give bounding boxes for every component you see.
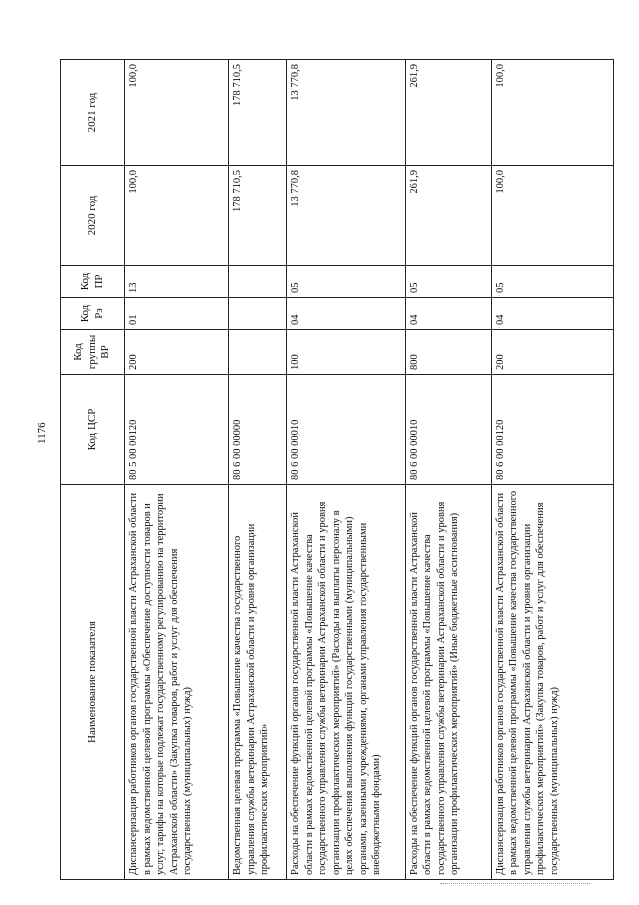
header-csr: Код ЦСР: [61, 375, 125, 485]
row-rz: 04: [287, 298, 405, 330]
row-pr: 05: [405, 266, 491, 298]
row-name: Диспансеризация работников органов государственной власти Астраханской области в рамках ведомственной целевой программы «Обеспечение доступности товаров и услуг, тарифы на которые подлежат государственному регулированию на территории Астраханской области» (Закупка товаров, работ и услуг для обеспечения государственных (муниципальных) нужд): [125, 485, 229, 880]
row-rz: 04: [405, 298, 491, 330]
row-csr: 80 6 00 00010: [405, 375, 491, 485]
row-rz: 01: [125, 298, 229, 330]
header-name: Наименование показателя: [61, 485, 125, 880]
row-name: Диспансеризация работников органов государственной власти Астраханской области в рамках ведомственной целевой программы «Повышение качества государственного управления службы ветеринарии Астраханской области и уровня организации профилактических мероприятий» (Закупка товаров, работ и услуг для обеспечения государственных (муниципальных) нужд): [491, 485, 613, 880]
table-row: [125, 60, 229, 880]
row-vr: 800: [405, 330, 491, 375]
budget-table: [60, 59, 614, 880]
row-name: Расходы на обеспечение функций органов государственной власти Астраханской области в рамках ведомственной целевой программы «Повышение качества государственного управления службы ветеринарии Астраханской области и уровня организации профилактических мероприятий» (Иные бюджетные ассигнования): [405, 485, 491, 880]
row-2020: 100,0: [125, 166, 229, 266]
table-row: [405, 60, 491, 880]
row-vr: 100: [287, 330, 405, 375]
header-2021: 2021 год: [61, 60, 125, 166]
table-header-row: [61, 60, 125, 880]
row-2021: 100,0: [491, 60, 613, 166]
row-rz: [229, 298, 287, 330]
row-vr: [229, 330, 287, 375]
row-csr: 80 5 00 00120: [125, 375, 229, 485]
header-pr: Код ПР: [61, 266, 125, 298]
header-vr: Код группы ВР: [61, 330, 125, 375]
table-row: [287, 60, 405, 880]
row-2021: 13 770,8: [287, 60, 405, 166]
row-pr: [229, 266, 287, 298]
header-2020: 2020 год: [61, 166, 125, 266]
row-vr: 200: [491, 330, 613, 375]
row-pr: 05: [287, 266, 405, 298]
row-2021: 100,0: [125, 60, 229, 166]
row-2020: 261,9: [405, 166, 491, 266]
row-csr: 80 6 00 00000: [229, 375, 287, 485]
table-row: [491, 60, 613, 880]
footer-dotted-line: [440, 883, 590, 884]
row-2020: 100,0: [491, 166, 613, 266]
row-2021: 261,9: [405, 60, 491, 166]
row-name: Ведомственная целевая программа «Повышение качества государственного управления службы ветеринарии Астраханской области и уровня организации профилактических мероприятий»: [229, 485, 287, 880]
rotated-table-wrapper: [60, 60, 614, 880]
row-name: Расходы на обеспечение функций органов государственной власти Астраханской области в рамках ведомственной целевой программы «Повышение качества государственного управления службы ветеринарии Астраханской области и уровня организации профилактических мероприятий» (Расходы на выплаты персоналу в целях обеспечения выполнения функций государственными (муниципальными) органами, казенными учреждениями, органами управления государственными внебюджетными фондами): [287, 485, 405, 880]
row-csr: 80 6 00 00010: [287, 375, 405, 485]
row-2021: 178 710,5: [229, 60, 287, 166]
row-pr: 05: [491, 266, 613, 298]
row-csr: 80 6 00 00120: [491, 375, 613, 485]
row-2020: 178 710,5: [229, 166, 287, 266]
row-2020: 13 770,8: [287, 166, 405, 266]
row-pr: 13: [125, 266, 229, 298]
table-row: [229, 60, 287, 880]
page-number: 1176: [36, 422, 48, 444]
row-vr: 200: [125, 330, 229, 375]
header-rz: Код Рз: [61, 298, 125, 330]
row-rz: 04: [491, 298, 613, 330]
